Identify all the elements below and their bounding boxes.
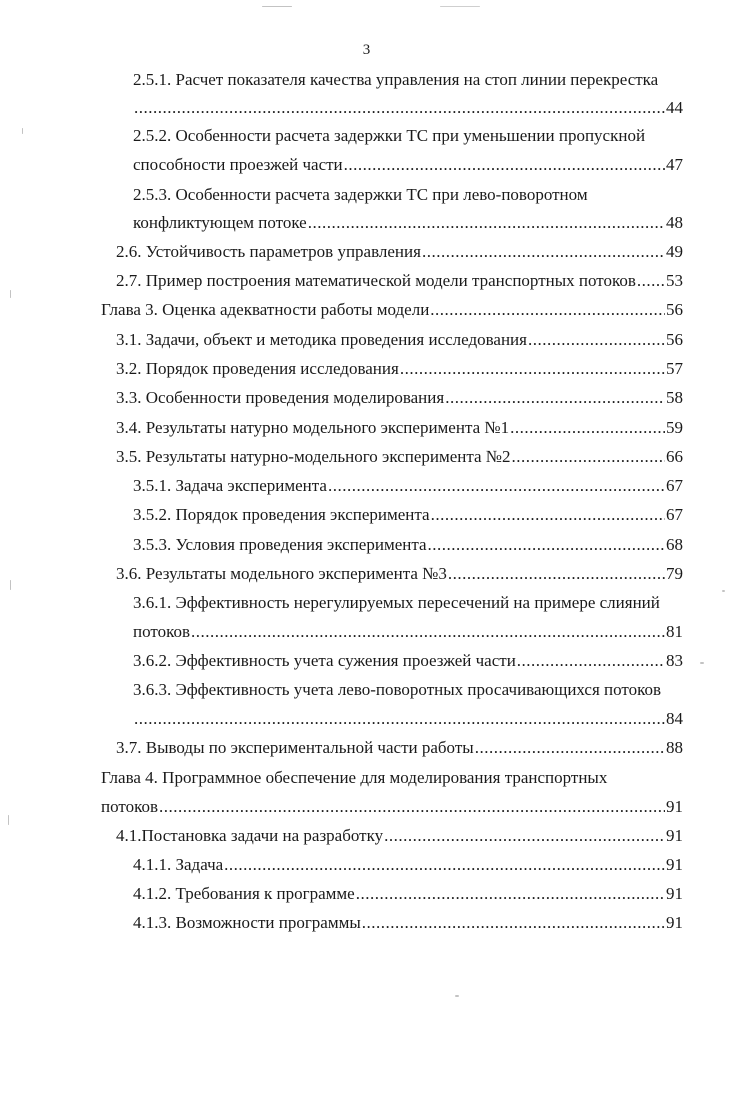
dot-leader (191, 622, 665, 642)
dot-leader (400, 359, 665, 379)
toc-entry-title: 4.1.3. Возможности программы (133, 913, 361, 932)
toc-entry-title: 3.5.2. Порядок проведения эксперимента (133, 505, 430, 524)
dot-leader (159, 797, 665, 817)
dot-leader (475, 738, 665, 758)
toc-page-number: 88 (666, 738, 683, 757)
toc-entry-3-5[interactable] (116, 447, 683, 467)
toc-page-number: 58 (666, 388, 683, 407)
toc-page-number: 84 (666, 709, 683, 728)
toc-entry-title: 3.7. Выводы по экспериментальной части работы (116, 738, 474, 757)
dot-leader (356, 884, 665, 904)
toc-entry-3-4[interactable] (116, 418, 683, 438)
toc-chapter-4-title: Глава 4. Программное обеспечение для моделирования транспортных (101, 768, 608, 787)
page-number: 3 (362, 42, 371, 58)
toc-entry-4-1-2[interactable] (133, 884, 683, 904)
toc-entry-title: 3.1. Задачи, объект и методика проведения исследования (116, 330, 527, 349)
toc-entry-3-6-3-title: 3.6.3. Эффективность учета лево-поворотных просачивающихся потоков (133, 680, 662, 699)
dot-leader (384, 826, 665, 846)
toc-page-number: 91 (666, 884, 683, 903)
scan-speck (10, 580, 11, 590)
toc-entry-3-6-1-title: 3.6.1. Эффективность нерегулируемых пересечений на примере слияний (133, 593, 660, 612)
toc-page-number: 91 (666, 797, 683, 816)
toc-page-number: 79 (666, 564, 683, 583)
toc-entry-title: 2.6. Устойчивость параметров управления (116, 242, 421, 261)
toc-page-number: 56 (666, 330, 683, 349)
toc-entry-2-5-3[interactable] (133, 213, 683, 233)
toc-entry-3-3[interactable] (116, 388, 683, 408)
scan-speck (455, 995, 459, 997)
toc-entry-2-5-3-title: 2.5.3. Особенности расчета задержки ТС при лево-поворотном (133, 185, 588, 204)
dot-leader (430, 300, 665, 320)
toc-entry-3-6[interactable] (116, 564, 683, 584)
toc-page-number: 57 (666, 359, 683, 378)
toc-page-number: 56 (666, 300, 683, 319)
dot-leader (134, 98, 665, 118)
toc-entry-title: потоков (133, 622, 191, 641)
toc-entry-3-1[interactable] (116, 330, 683, 350)
toc-entry-3-2[interactable] (116, 359, 683, 379)
toc-entry-title: потоков (101, 797, 159, 816)
toc-entry-2-5-2[interactable] (133, 155, 683, 175)
scan-speck (10, 290, 11, 298)
toc-entry-title: конфликтующем потоке (133, 213, 307, 232)
scan-speck (262, 6, 292, 7)
scan-speck (440, 6, 480, 7)
dot-leader (362, 913, 665, 933)
toc-page-number: 48 (666, 213, 683, 232)
dot-leader (431, 505, 665, 525)
dot-leader (428, 535, 665, 555)
toc-entry-title: 3.6.2. Эффективность учета сужения проезжей части (133, 651, 516, 670)
toc-entry-title: 3.5.1. Задача эксперимента (133, 476, 327, 495)
toc-page-number: 47 (666, 155, 683, 174)
dot-leader (512, 447, 665, 467)
toc-page-number: 66 (666, 447, 683, 466)
scan-speck (722, 590, 725, 592)
toc-entry-title: 4.1.1. Задача (133, 855, 224, 874)
toc-page-number: 67 (666, 476, 683, 495)
toc-entry-title: 2.7. Пример построения математической модели транспортных потоков (116, 271, 636, 290)
toc-entry-3-6-3[interactable] (133, 709, 683, 729)
dot-leader (134, 709, 665, 729)
dot-leader (445, 388, 665, 408)
toc-entry-2-6[interactable] (116, 242, 683, 262)
scan-speck (22, 128, 23, 134)
toc-page-number: 81 (666, 622, 683, 641)
dot-leader (528, 330, 665, 350)
toc-entry-3-5-2[interactable] (133, 505, 683, 525)
dot-leader (517, 651, 665, 671)
toc-entry-4-1[interactable] (116, 826, 683, 846)
toc-entry-3-5-1[interactable] (133, 476, 683, 496)
toc-page-number: 49 (666, 242, 683, 261)
toc-entry-title: 3.4. Результаты натурно модельного эксперимента №1 (116, 418, 510, 437)
toc-entry-title: 4.1.2. Требования к программе (133, 884, 355, 903)
toc-entry-2-5-1-title: 2.5.1. Расчет показателя качества управления на стоп линии перекрестка (133, 70, 659, 89)
toc-entry-3-6-2[interactable] (133, 651, 683, 671)
dot-leader (344, 155, 665, 175)
toc-page-number: 91 (666, 855, 683, 874)
dot-leader (510, 418, 665, 438)
toc-page-number: 91 (666, 913, 683, 932)
toc-entry-2-5-1[interactable] (133, 98, 683, 118)
toc-entry-title: 4.1.Постановка задачи на разработку (116, 826, 384, 845)
toc-entry-title: способности проезжей части (133, 155, 343, 174)
toc-page-number: 59 (666, 418, 683, 437)
toc-entry-2-5-2-title: 2.5.2. Особенности расчета задержки ТС при уменьшении пропускной (133, 126, 646, 145)
toc-page-number: 44 (666, 98, 683, 117)
toc-page-number: 68 (666, 535, 683, 554)
toc-entry-title: 3.2. Порядок проведения исследования (116, 359, 399, 378)
toc-entry-title: Глава 3. Оценка адекватности работы модели (101, 300, 430, 319)
scan-speck (700, 662, 704, 664)
dot-leader (637, 271, 665, 291)
dot-leader (308, 213, 665, 233)
toc-entry-title: 3.5. Результаты натурно-модельного эксперимента №2 (116, 447, 511, 466)
toc-entry-4-1-3[interactable] (133, 913, 683, 933)
toc-chapter-3[interactable] (101, 300, 683, 320)
toc-entry-3-5-3[interactable] (133, 535, 683, 555)
toc-page-number: 53 (666, 271, 683, 290)
dot-leader (328, 476, 665, 496)
toc-entry-4-1-1[interactable] (133, 855, 683, 875)
toc-page-number: 83 (666, 651, 683, 670)
dot-leader (422, 242, 665, 262)
toc-entry-2-7[interactable] (116, 271, 683, 291)
dot-leader (448, 564, 665, 584)
dot-leader (224, 855, 665, 875)
toc-page-number: 67 (666, 505, 683, 524)
toc-entry-title: 3.6. Результаты модельного эксперимента №3 (116, 564, 447, 583)
toc-page-number: 91 (666, 826, 683, 845)
toc-entry-title: 3.5.3. Условия проведения эксперимента (133, 535, 427, 554)
scan-speck (8, 815, 9, 825)
toc-chapter-4[interactable] (101, 797, 683, 817)
toc-entry-title: 3.3. Особенности проведения моделирования (116, 388, 445, 407)
toc-entry-3-6-1[interactable] (133, 622, 683, 642)
toc-entry-3-7[interactable] (116, 738, 683, 758)
